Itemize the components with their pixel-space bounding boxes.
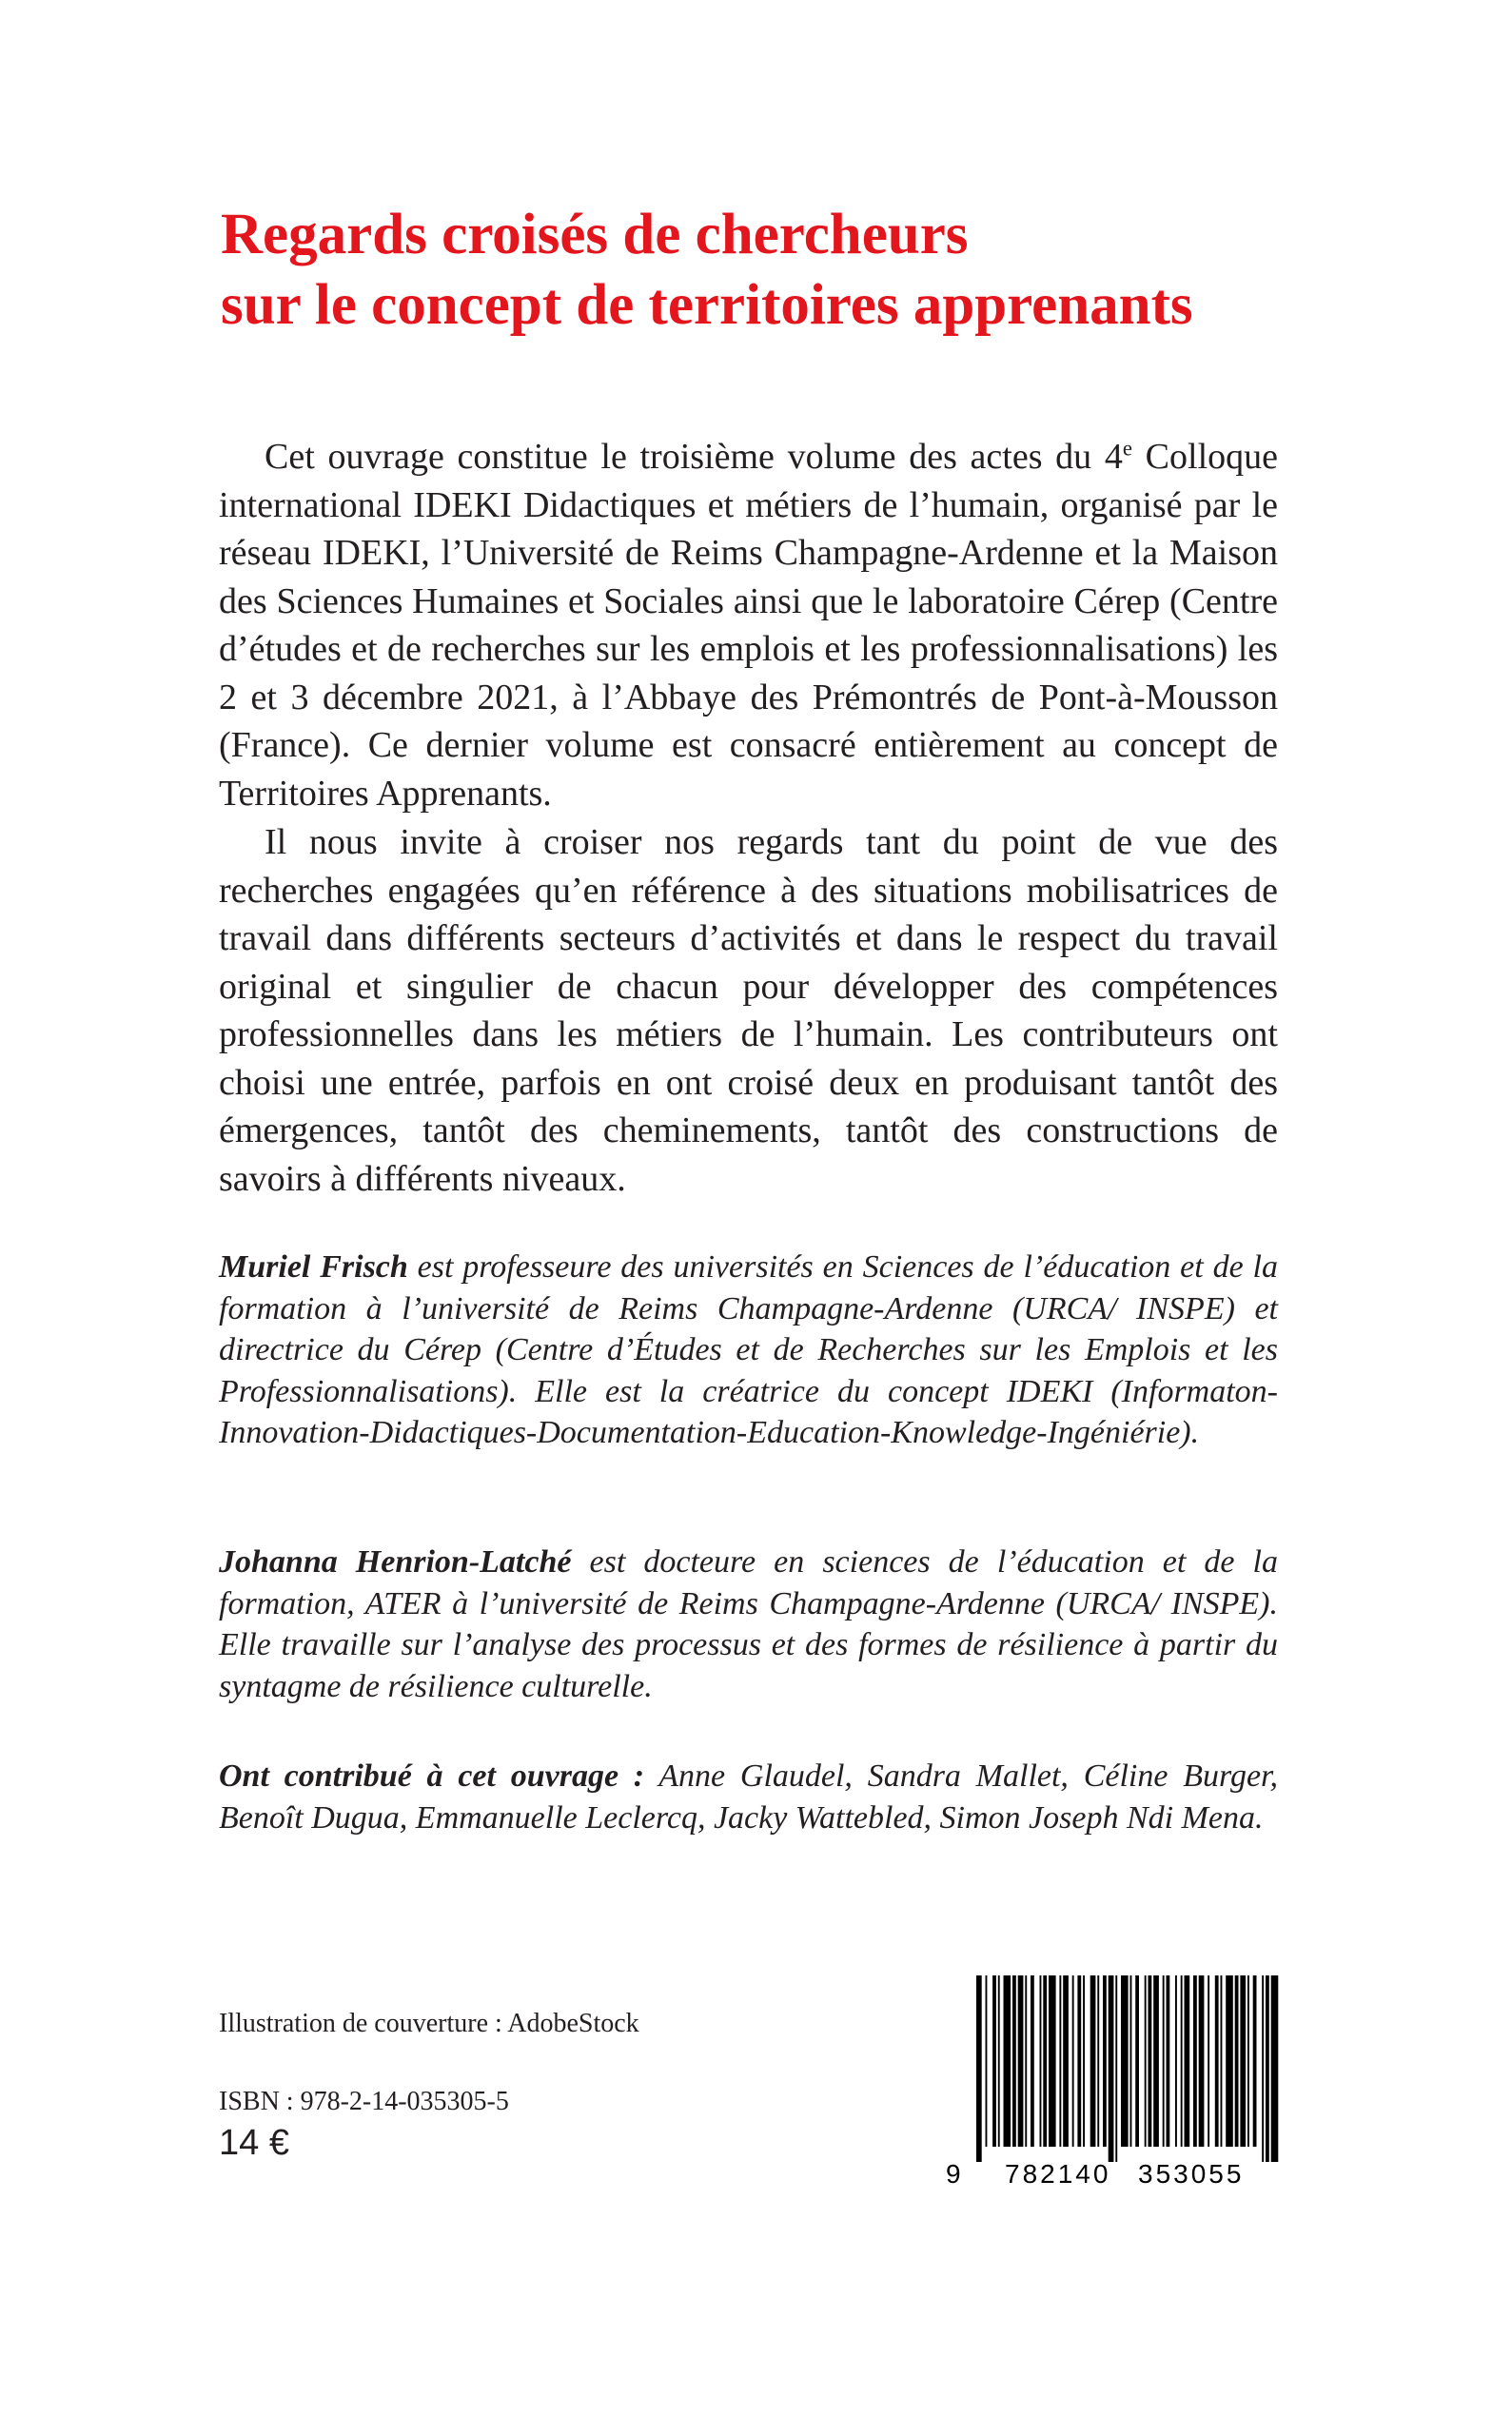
- author-1-name: Muriel Frisch: [219, 1249, 408, 1285]
- barcode-bar: [1049, 1975, 1056, 2147]
- barcode-bar: [1253, 1975, 1257, 2147]
- barcode-bar: [1121, 1975, 1129, 2147]
- summary-paragraph-1-start: Cet ouvrage constitue le troisième volume des actes du 4: [265, 437, 1123, 477]
- barcode-bar: [1181, 1975, 1183, 2147]
- barcode-bar: [1167, 1975, 1170, 2147]
- barcode-bar: [1266, 1975, 1269, 2162]
- contributors-label: Ont contribué à cet ouvrage :: [219, 1758, 645, 1794]
- barcode-digit-first: 9: [946, 2159, 961, 2189]
- summary-paragraph-2: [219, 818, 1278, 1203]
- barcode-bar: [1109, 1975, 1114, 2162]
- barcode-bar: [1149, 1975, 1152, 2147]
- barcode-bar: [1083, 1975, 1085, 2147]
- barcode-bar: [1043, 1975, 1047, 2147]
- barcode-bar: [1097, 1975, 1099, 2147]
- barcode-bar: [1025, 1975, 1027, 2147]
- author-2-description: est docteure en sciences de l’éducation et de la formation, ATER à l’université de Reims Champagne-Ardenne (URCA/ INSPE). Elle travaille sur l’analyse des processus et des formes de résilience à partir du syntagme de résilience culturelle.: [219, 1544, 1278, 1704]
- barcode-digits-group-1: 782140: [1005, 2159, 1111, 2189]
- author-1-description: est professeure des universités en Sciences de l’éducation et de la formation à l’université de Reims Champagne-Ardenne (URCA/ INSPE) et directrice du Cérep (Centre d’Études et de Recherches sur les Emplois et les Professionnalisations). Elle est la créatrice du concept IDEKI (Informaton-Innovation-Didactiques-Documentation-Education-Knowledge-Ingéniérie).: [219, 1249, 1278, 1450]
- illustration-credit: Illustration de couverture : AdobeStock: [219, 2009, 639, 2038]
- barcode-bar: [1018, 1975, 1024, 2147]
- barcode-bar: [1063, 1975, 1069, 2147]
- barcode-bar: [1090, 1975, 1096, 2147]
- barcode-bar: [1077, 1975, 1081, 2147]
- barcode-digits-group-2: 353055: [1138, 2159, 1245, 2189]
- author-bio-2: [219, 1542, 1278, 1707]
- ordinal-superscript: e: [1122, 436, 1132, 461]
- barcode-bar: [1247, 1975, 1249, 2147]
- price: 14 €: [219, 2123, 289, 2163]
- book-title: [221, 200, 1363, 341]
- barcode-bar: [1226, 1975, 1233, 2147]
- barcode-bar: [1040, 1975, 1042, 2147]
- barcode-bar: [1175, 1975, 1177, 2147]
- barcode-bar: [1199, 1975, 1205, 2147]
- barcode-bar: [1115, 1975, 1117, 2162]
- barcode-bar: [1193, 1975, 1197, 2147]
- barcode-bar: [1072, 1975, 1074, 2147]
- summary-paragraph-1-text: [219, 433, 1278, 817]
- barcode-bar: [1271, 1975, 1279, 2162]
- barcode-bar: [976, 1975, 982, 2162]
- barcode-bar: [986, 1975, 988, 2147]
- barcode-bar: [1130, 1975, 1132, 2147]
- barcode-bar: [1235, 1975, 1239, 2147]
- barcode-bar: [1135, 1975, 1139, 2147]
- contributors: [219, 1756, 1278, 1838]
- author-2-name: Johanna Henrion-Latché: [219, 1544, 572, 1580]
- summary-paragraph-1: [219, 433, 1278, 817]
- summary-paragraph-2-text: Il nous invite à croiser nos regards tant du point de vue des recherches engagées qu’en référence à des situations mobilisatrices de travail dans différents secteurs d’activités et dans le respect du travail original et singulier de chacun pour développer des compétences professionnelles dans les métiers de l’humain. Les contributeurs ont choisi une entrée, parfois en ont croisé deux en produisant tantôt des émergences, tantôt des cheminements, tantôt des constructions de savoirs à différents niveaux.: [219, 822, 1278, 1199]
- author-bio-1: [219, 1247, 1278, 1454]
- barcode-bar: [1145, 1975, 1147, 2147]
- barcode-bar: [1004, 1975, 1011, 2147]
- barcode-bar: [1031, 1975, 1034, 2147]
- contributors-list: Anne Glaudel, Sandra Mallet, Céline Burger, Benoît Dugua, Emmanuelle Leclercq, Jacky Wattebled, Simon Joseph Ndi Mena.: [219, 1758, 1279, 1836]
- barcode-bar: [1240, 1975, 1246, 2147]
- barcode-bar: [1012, 1975, 1016, 2147]
- summary-paragraph-1-rest: Colloque international IDEKI Didactiques et métiers de l’humain, organisé par le réseau IDEKI, l’Université de Reims Champagne-Ardenne et la Maison des Sciences Humaines et Sociales ainsi que le laboratoire Cérep (Centre d’études et de recherches sur les emplois et les professionnalisations) les 2 et 3 décembre 2021, à l’Abbaye des Prémontrés de Pont-à-Mousson (France). Ce dernier volume est consacré entièrement au concept de Territoires Apprenants.: [219, 437, 1279, 814]
- barcode-bar: [1163, 1975, 1165, 2147]
- barcode-bar: [1262, 1975, 1264, 2162]
- isbn-barcode: [942, 1972, 1285, 2190]
- barcode-bar: [1185, 1975, 1190, 2147]
- barcode-bar: [992, 1975, 996, 2147]
- barcode-bar: [1208, 1975, 1209, 2147]
- isbn: ISBN : 978-2-14-035305-5: [219, 2087, 509, 2116]
- barcode-bar: [998, 1975, 1000, 2147]
- barcode-bar: [1215, 1975, 1219, 2147]
- barcode-bar: [1103, 1975, 1107, 2147]
- book-title-line-1: Regards croisés de chercheurs: [221, 203, 969, 266]
- book-title-line-2: sur le concept de territoires apprenants: [221, 273, 1193, 337]
- barcode-bar: [1059, 1975, 1061, 2147]
- barcode-bar: [1221, 1975, 1223, 2147]
- barcode-bar: [1153, 1975, 1159, 2147]
- barcode-bars: [976, 1975, 1278, 2162]
